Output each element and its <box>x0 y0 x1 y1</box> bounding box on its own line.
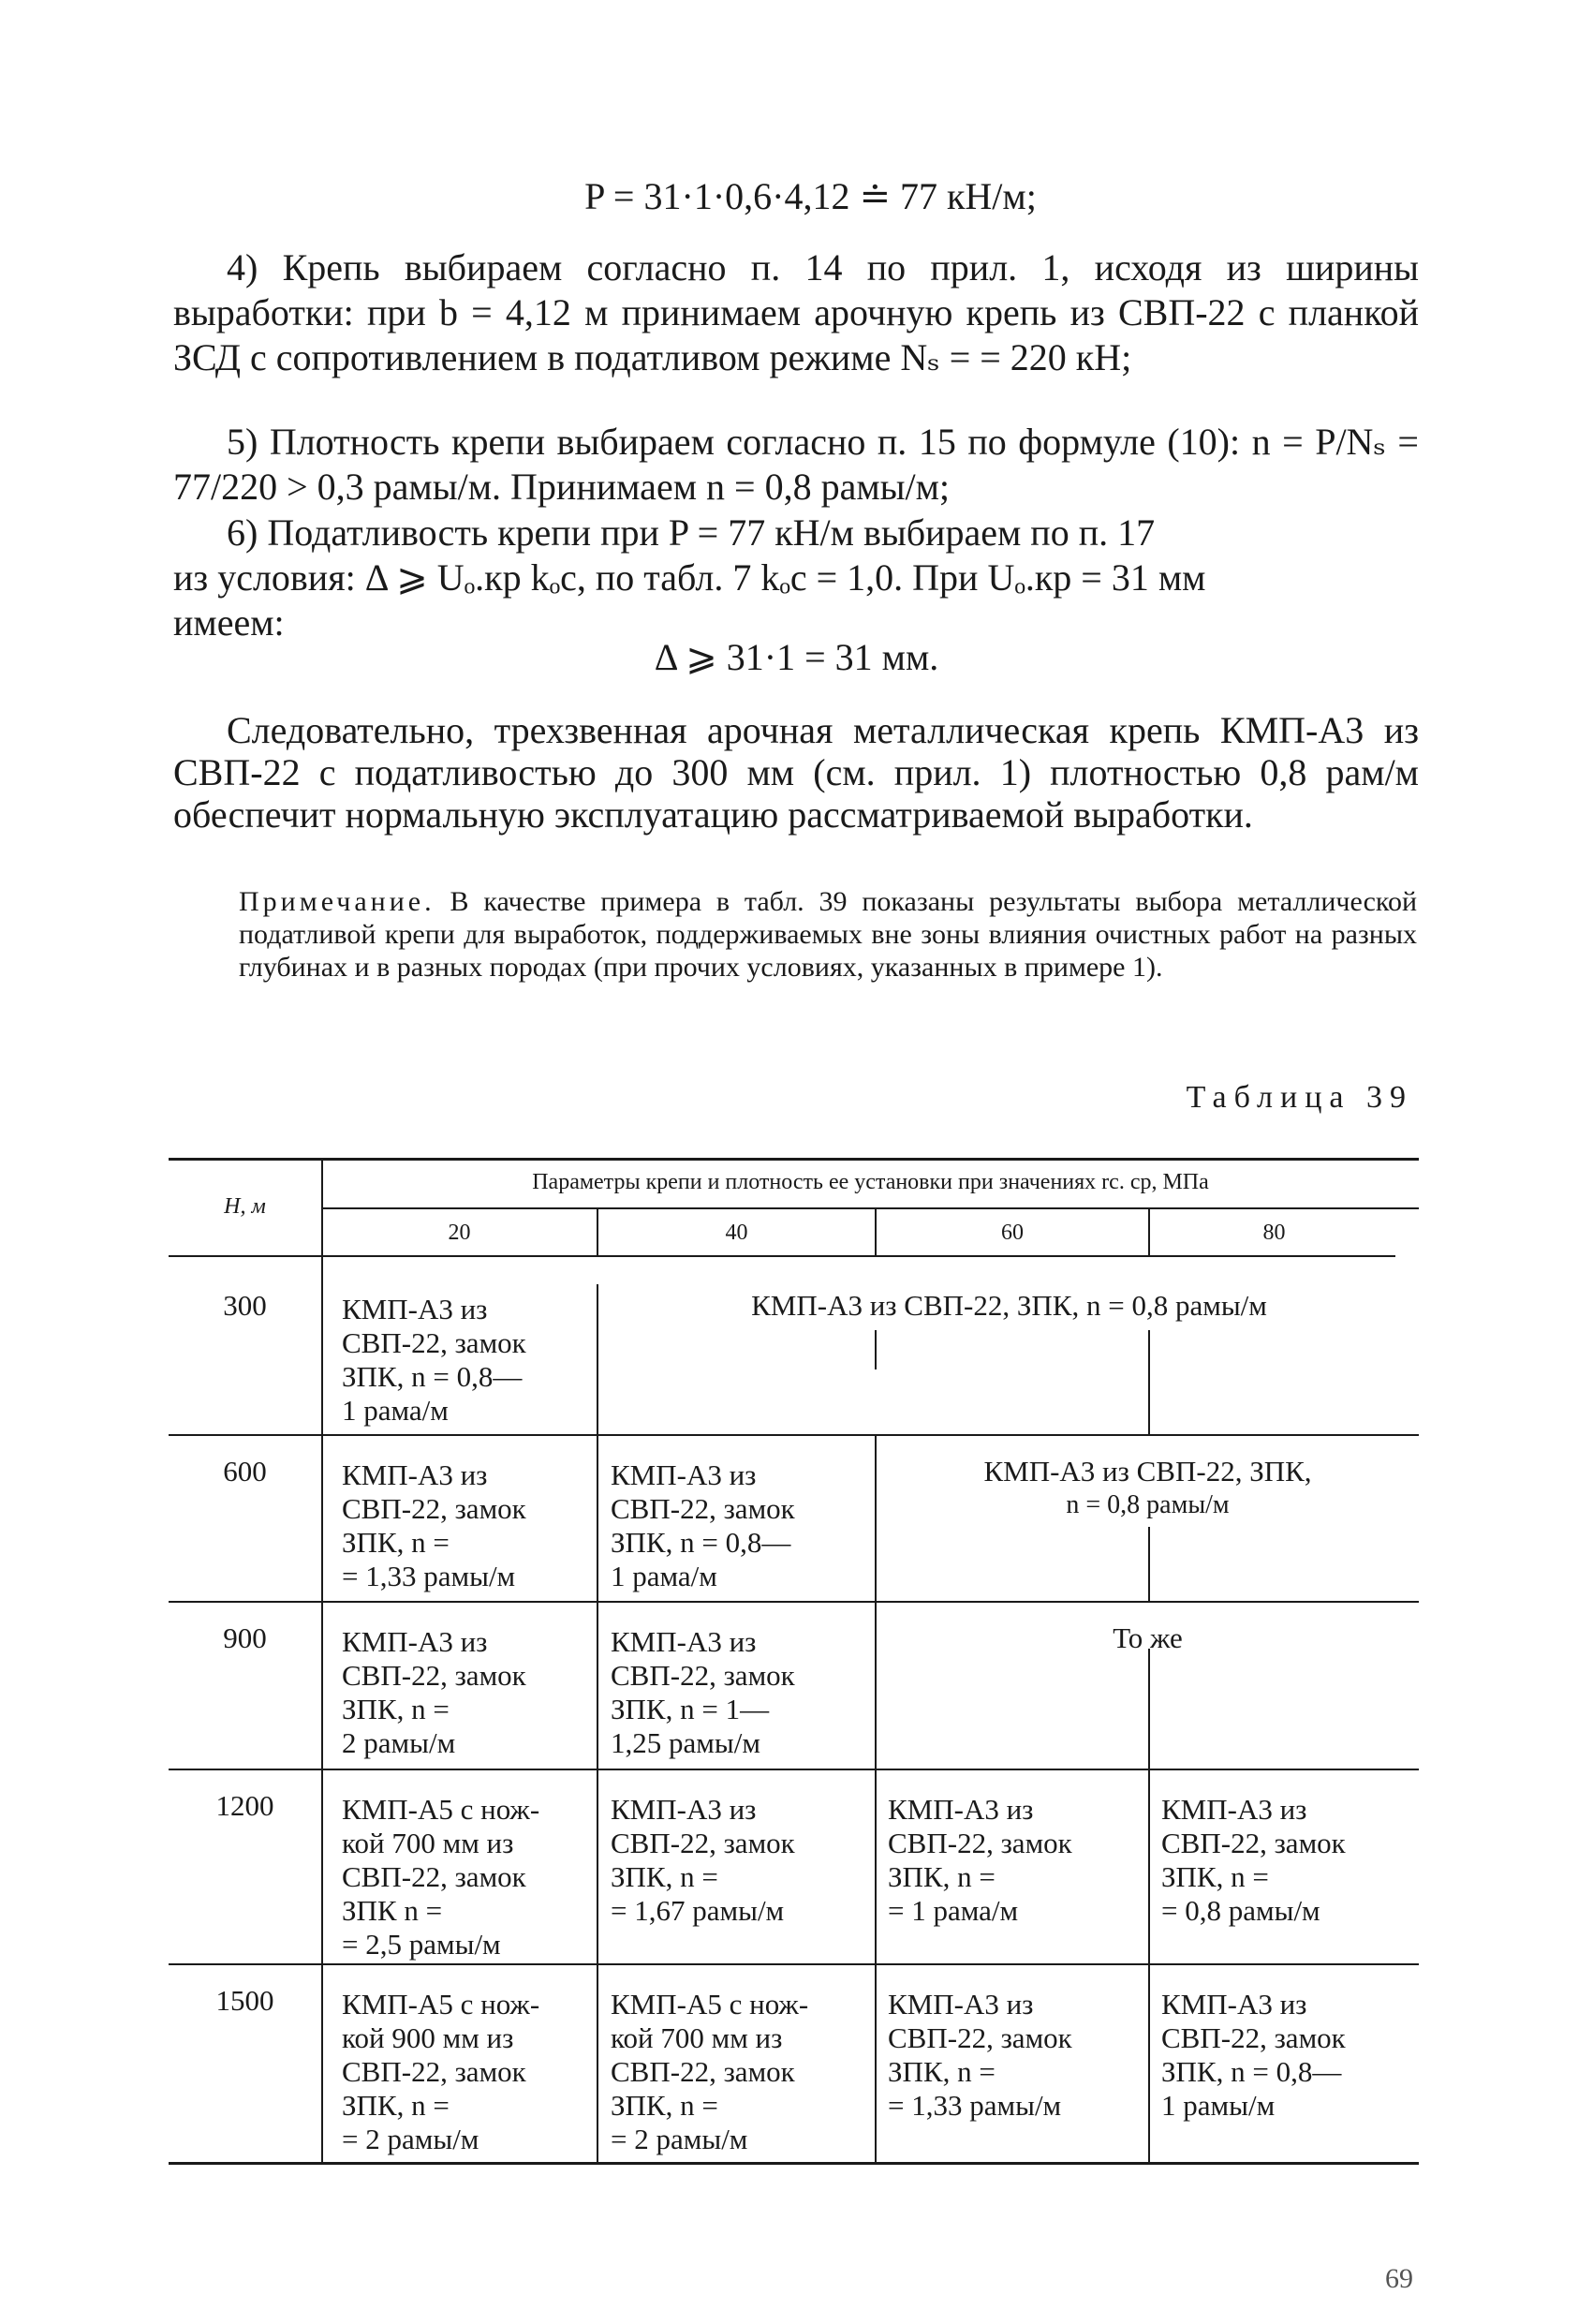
cell-line: СВП-22, замок <box>1161 1827 1346 1859</box>
row-1200-h: 1200 <box>215 1789 274 1822</box>
row-300-div-20 <box>597 1284 598 1435</box>
cell-line: ЗПК, n = 1— <box>611 1693 770 1725</box>
cell-line: ЗПК, n = <box>888 2055 996 2088</box>
row-1500-div-20 <box>597 1964 598 2163</box>
row-300-bottom-rule <box>169 1434 1419 1436</box>
row-600-c20 <box>342 1458 595 1593</box>
cell-line: КМП-А3 из <box>1161 1988 1307 2021</box>
row-1200-div-60 <box>1148 1769 1150 1964</box>
formula-load: P = 31·1·0,6·4,12 ≐ 77 кН/м; <box>584 175 1037 217</box>
formula-compliance: Δ ⩾ 31·1 = 31 мм. <box>654 636 939 678</box>
cell-line: СВП-22, замок <box>342 1659 526 1692</box>
item-6-line-1: 6) Податливость крепи при P = 77 кН/м выбираем по п. 17 <box>227 511 1156 554</box>
cell-line: ЗПК, n = <box>888 1860 996 1893</box>
row-600-h: 600 <box>223 1455 267 1488</box>
cell-line: ЗПК, n = 0,8— <box>342 1360 523 1393</box>
cell-line: СВП-22, замок <box>611 2055 795 2088</box>
subheader-80: 80 <box>1262 1221 1286 1245</box>
note-label: Примечание. <box>239 886 435 917</box>
row-600-span-line-1: КМП-А3 из СВП-22, ЗПК, <box>983 1455 1312 1488</box>
row-600-span-line-2: n = 0,8 рамы/м <box>1066 1490 1230 1519</box>
row-900-h: 900 <box>223 1621 267 1654</box>
row-1500-h: 1500 <box>215 1984 274 2017</box>
cell-line: 1,25 рамы/м <box>611 1726 760 1759</box>
cell-line: 1 рамы/м <box>1161 2089 1276 2122</box>
row-300-h: 300 <box>223 1289 267 1322</box>
item-6-line-3: имеем: <box>173 601 285 644</box>
row-300-partial-div-60 <box>875 1330 877 1369</box>
row-300-partial-div-80 <box>1148 1330 1150 1435</box>
cell-line: ЗПК, n = 0,8— <box>1161 2055 1342 2088</box>
row-1500-div-60 <box>1148 1964 1150 2163</box>
cell-line: кой 700 мм из <box>342 1827 514 1859</box>
row-1200-c60 <box>888 1793 1146 1928</box>
cell-line: = 2 рамы/м <box>611 2123 748 2155</box>
cell-line: кой 700 мм из <box>611 2021 783 2054</box>
row-900-div-20 <box>597 1602 598 1769</box>
cell-line: СВП-22, замок <box>888 1827 1072 1859</box>
row-600-div-20 <box>597 1435 598 1602</box>
cell-line: КМП-А5 с нож- <box>611 1988 809 2021</box>
cell-line: КМП-А3 из <box>1161 1793 1307 1826</box>
col-h-divider <box>321 1158 323 2164</box>
item-4-paragraph: 4) Крепь выбираем согласно п. 14 по прил. 1, исходя из ширины выработки: при b = 4,12 м принимаем арочную крепь из СВП-22 с планкой ЗСД с сопротивлением в податливом режиме Nₛ = = 220 кН; <box>173 246 1419 378</box>
cell-line: КМП-А5 с нож- <box>342 1988 540 2021</box>
cell-line: 1 рама/м <box>342 1394 449 1427</box>
cell-line: ЗПК n = <box>342 1894 443 1927</box>
cell-line: СВП-22, замок <box>611 1827 795 1859</box>
cell-line: КМП-А3 из <box>342 1625 488 1658</box>
row-1500-c40 <box>611 1988 873 2156</box>
cell-line: КМП-А3 из <box>342 1458 488 1491</box>
cell-line: ЗПК, n = <box>611 2089 718 2122</box>
cell-line: ЗПК, n = <box>342 1526 450 1559</box>
header-mid-rule <box>322 1207 1419 1209</box>
cell-line: СВП-22, замок <box>342 1860 526 1893</box>
cell-line: ЗПК, n = <box>342 2089 450 2122</box>
row-1500-c80 <box>1161 1988 1419 2123</box>
header-main-params: Параметры крепи и плотность ее установки при значениях rс. ср, МПа <box>532 1170 1209 1194</box>
cell-line: = 1,33 рамы/м <box>342 1560 516 1592</box>
cell-line: = 2,5 рамы/м <box>342 1928 501 1961</box>
cell-line: = 1 рама/м <box>888 1894 1019 1927</box>
cell-line: ЗПК, n = 0,8— <box>611 1526 791 1559</box>
cell-line: СВП-22, замок <box>888 2021 1072 2054</box>
cell-line: СВП-22, замок <box>611 1492 795 1525</box>
header-bottom-rule <box>169 1255 1395 1257</box>
cell-line: КМП-А3 из <box>342 1293 488 1325</box>
table-top-rule <box>169 1158 1419 1161</box>
row-600-partial-div-80 <box>1148 1527 1150 1602</box>
cell-line: КМП-А3 из <box>611 1458 757 1491</box>
row-1200-div-40 <box>875 1769 877 1964</box>
row-1200-div-20 <box>597 1769 598 1964</box>
cell-line: ЗПК, n = <box>611 1860 718 1893</box>
row-1500-c20 <box>342 1988 595 2156</box>
cell-line: КМП-А5 с нож- <box>342 1793 540 1826</box>
subheader-20: 20 <box>448 1221 471 1245</box>
row-600-bottom-rule <box>169 1601 1419 1603</box>
row-1200-c80 <box>1161 1793 1419 1928</box>
header-h-column: H, м <box>224 1194 266 1219</box>
row-300-span: КМП-А3 из СВП-22, ЗПК, n = 0,8 рамы/м <box>751 1289 1267 1322</box>
cell-line: СВП-22, замок <box>1161 2021 1346 2054</box>
cell-line: КМП-А3 из <box>611 1793 757 1826</box>
table-caption: Таблица 39 <box>1186 1080 1413 1115</box>
cell-line: КМП-А3 из <box>888 1988 1034 2021</box>
cell-line: СВП-22, замок <box>342 1326 526 1359</box>
cell-line: СВП-22, замок <box>342 2055 526 2088</box>
row-1200-c20 <box>342 1793 595 1961</box>
item-5-paragraph: 5) Плотность крепи выбираем согласно п. 15 по формуле (10): n = P/Nₛ = 77/220 > 0,3 рамы/м. Принимаем n = 0,8 рамы/м; <box>173 421 1419 508</box>
cell-line: = 2 рамы/м <box>342 2123 479 2155</box>
subheader-60: 60 <box>1001 1221 1024 1245</box>
page-number: 69 <box>1385 2263 1413 2294</box>
conclusion-paragraph: Следовательно, трехзвенная арочная металлическая крепь КМП-А3 из СВП-22 с податливостью до 300 мм (см. прил. 1) плотностью 0,8 рам/м обеспечит нормальную эксплуатацию рассматриваемой выработки. <box>173 709 1419 836</box>
cell-line: 2 рамы/м <box>342 1726 456 1759</box>
cell-line: 1 рама/м <box>611 1560 717 1592</box>
cell-line: = 0,8 рамы/м <box>1161 1894 1320 1927</box>
table-bottom-rule <box>169 2162 1419 2165</box>
cell-line: СВП-22, замок <box>611 1659 795 1692</box>
subheader-40: 40 <box>725 1221 748 1245</box>
cell-line: СВП-22, замок <box>342 1492 526 1525</box>
row-900-bottom-rule <box>169 1769 1419 1770</box>
row-600-c40 <box>611 1458 873 1593</box>
cell-line: ЗПК, n = <box>1161 1860 1269 1893</box>
row-1500-div-40 <box>875 1964 877 2163</box>
row-1200-bottom-rule <box>169 1963 1419 1965</box>
item-6-line-2: из условия: Δ ⩾ Uₒ.кр kₒс, по табл. 7 kₒс = 1,0. При Uₒ.кр = 31 мм <box>173 556 1206 599</box>
cell-line: = 1,33 рамы/м <box>888 2089 1062 2122</box>
cell-line: кой 900 мм из <box>342 2021 514 2054</box>
row-900-c20 <box>342 1625 595 1760</box>
cell-line: КМП-А3 из <box>611 1625 757 1658</box>
row-1200-c40 <box>611 1793 873 1928</box>
cell-line: = 1,67 рамы/м <box>611 1894 785 1927</box>
row-900-c40 <box>611 1625 873 1760</box>
cell-line: КМП-А3 из <box>888 1793 1034 1826</box>
note-text: В качестве примера в табл. 39 показаны результаты выбора металлической податливой крепи для выработок, поддерживаемых вне зоны влияния очистных работ на разных глубинах и в разных породах (при прочих условиях, указанных в примере 1). <box>239 886 1417 983</box>
cell-line: ЗПК, n = <box>342 1693 450 1725</box>
row-1500-c60 <box>888 1988 1146 2123</box>
row-900-partial-div-80 <box>1148 1649 1150 1769</box>
note-paragraph <box>239 885 1417 984</box>
row-900-span: То же <box>1113 1621 1183 1654</box>
row-300-c20 <box>342 1293 595 1428</box>
